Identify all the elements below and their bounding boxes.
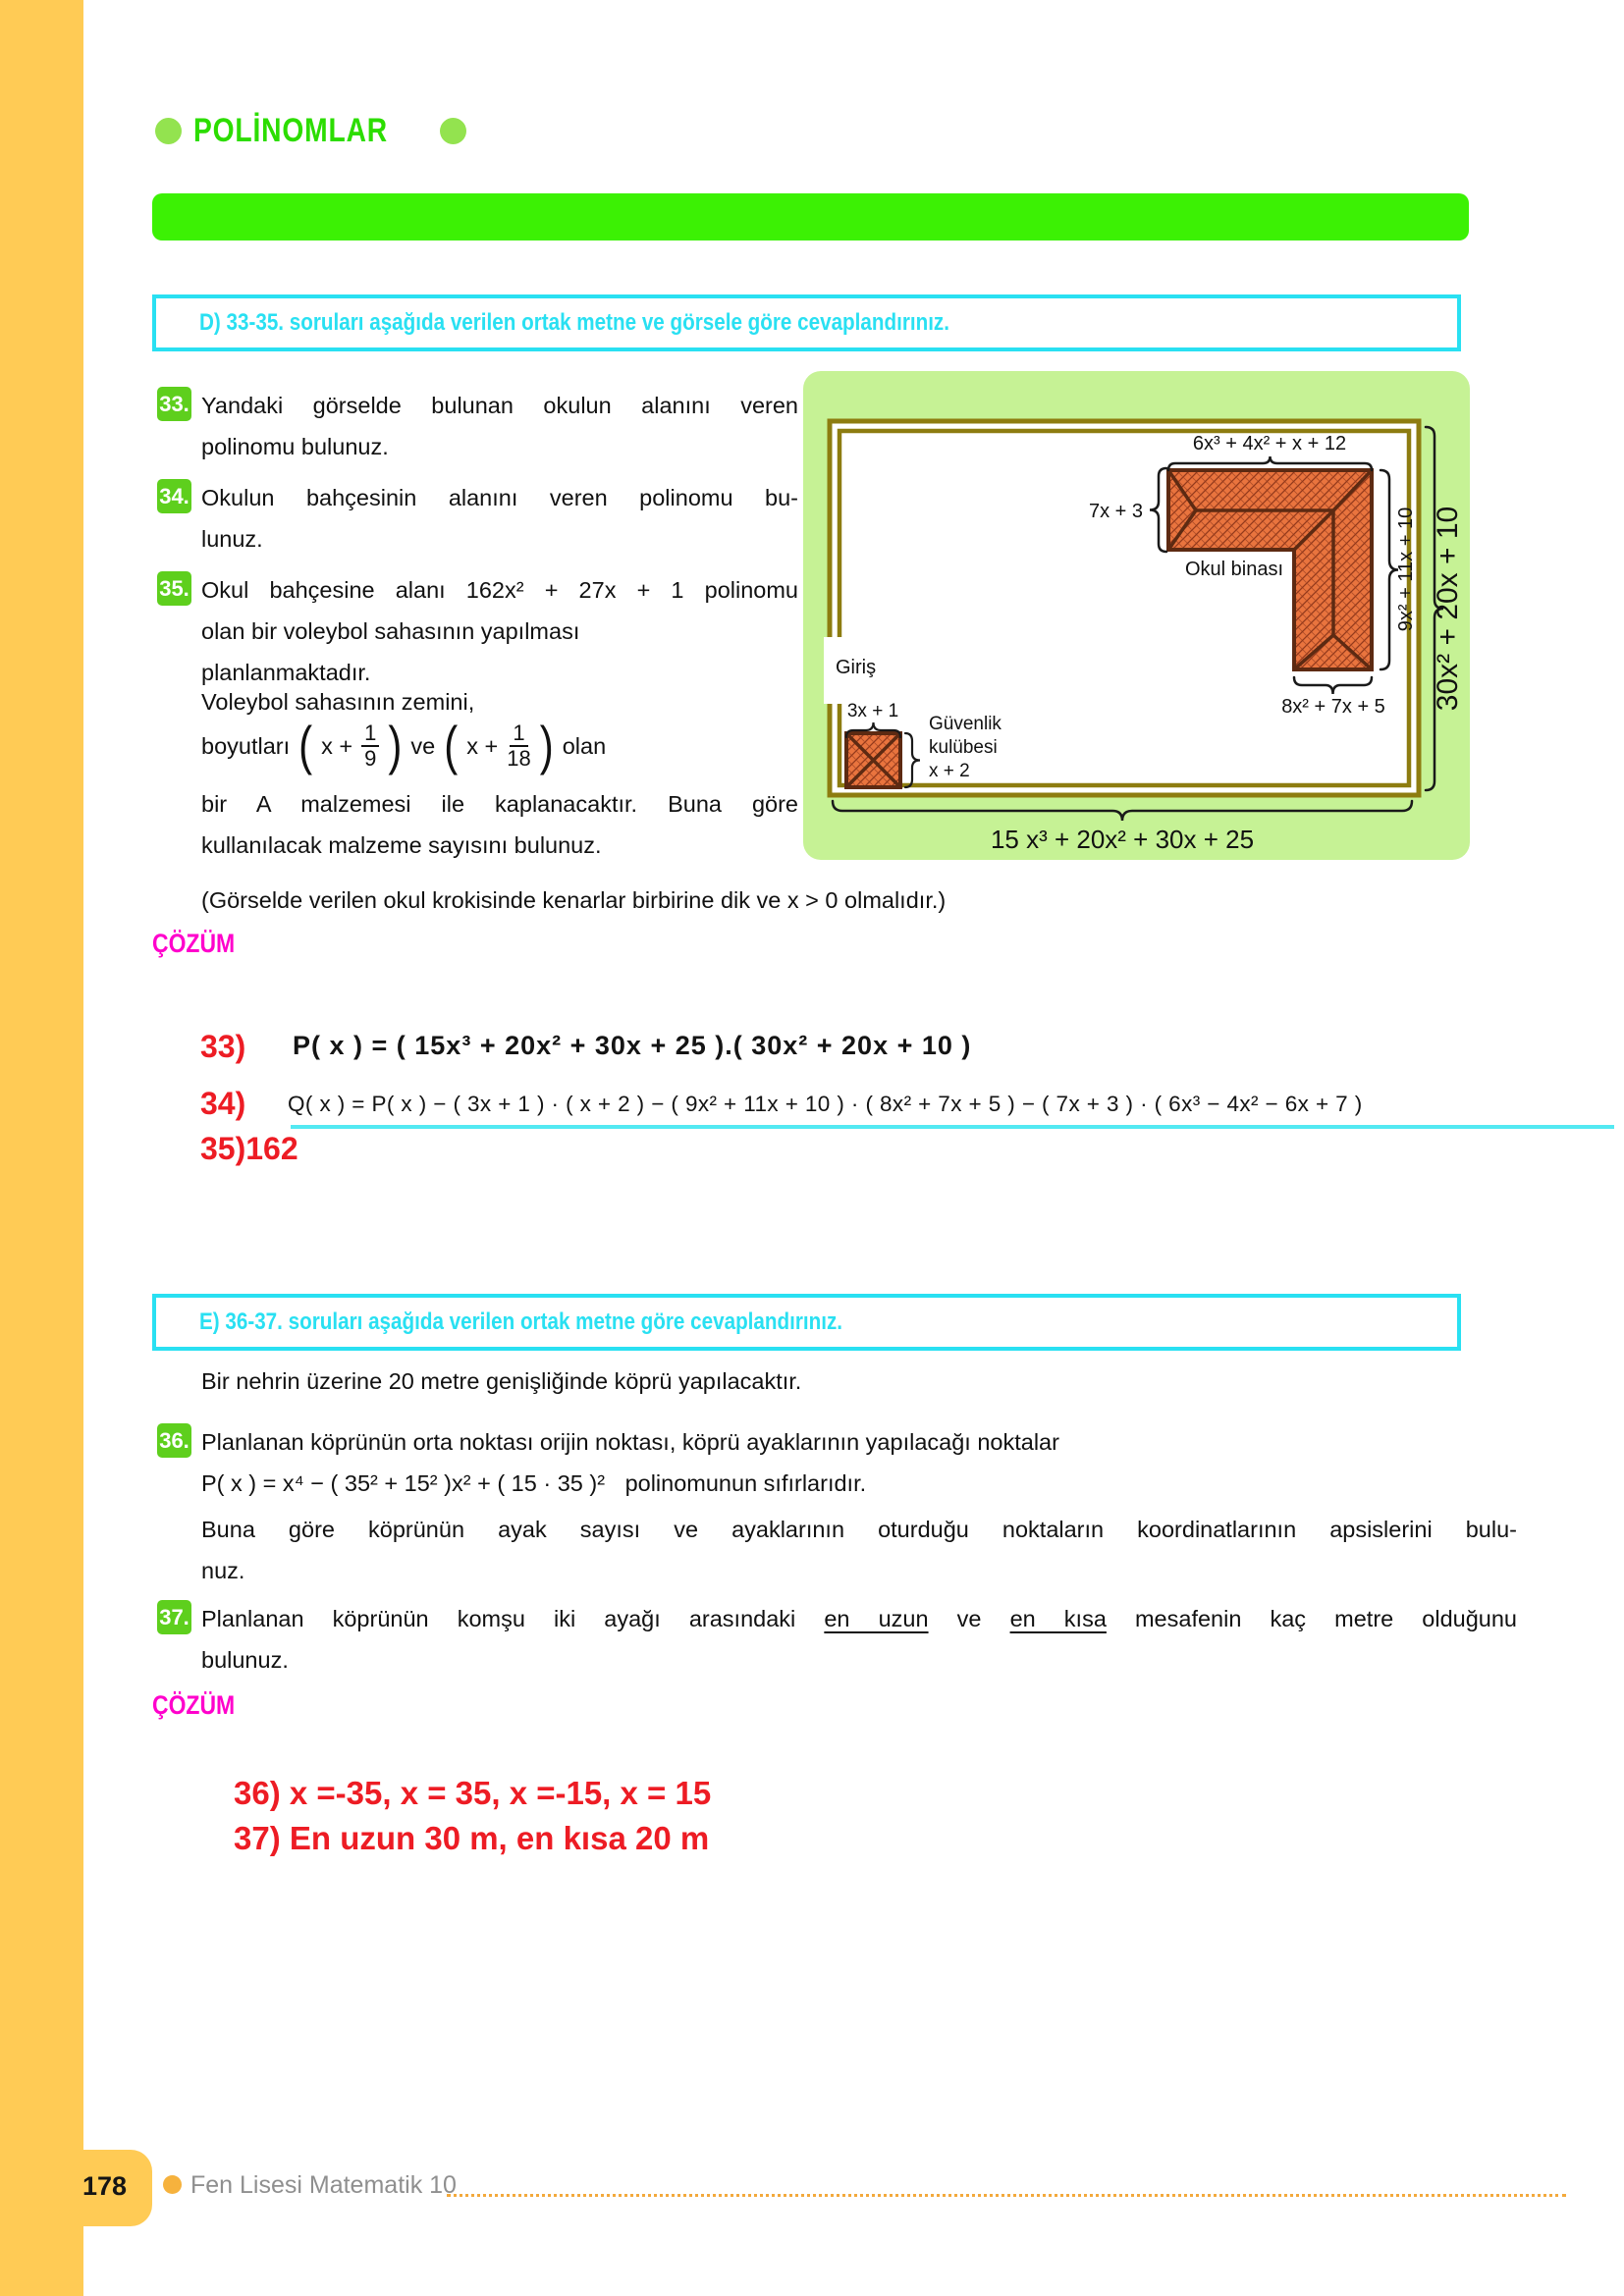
bullet-icon	[440, 118, 466, 144]
fraction-1-9	[361, 721, 379, 771]
entrance-label: Giriş	[836, 657, 877, 678]
question-line: polinomu bulunuz.	[201, 434, 389, 459]
denominator: 9	[364, 746, 377, 771]
solution-34-number: 34)	[200, 1086, 246, 1121]
section-d-label: D) 33-35. soruları aşağıda verilen ortak metne ve görsele göre cevaplandırınız.	[199, 309, 949, 336]
denominator: 18	[507, 746, 531, 771]
question-line: Okul bahçesine alanı 162x² + 27x + 1 polinomu	[201, 577, 798, 603]
question-35-badge: 35.	[157, 571, 191, 606]
formula-tail: polinomunun sıfırlarıdır.	[624, 1470, 867, 1496]
question-37-text	[201, 1598, 1517, 1681]
footer-bullet-icon	[163, 2175, 182, 2194]
building-top-dimension: 6x³ + 4x² + x + 12	[1192, 433, 1347, 454]
answer-37: 37) En uzun 30 m, en kısa 20 m	[234, 1820, 710, 1856]
hut-height-dimension: x + 2	[929, 761, 970, 781]
polynomial-formula: P( x ) = x⁴ − ( 35² + 15² )x² + ( 15 · 35 )²	[201, 1470, 606, 1496]
page-number: 178	[81, 2171, 127, 2201]
question-line: lunuz.	[201, 526, 263, 552]
yard-bottom-dimension: 15 x³ + 20x² + 30x + 25	[990, 825, 1255, 854]
building-label: Okul binası	[1185, 559, 1284, 580]
footer-book-title: Fen Lisesi Matematik 10	[190, 2171, 457, 2199]
fraction-1-18	[507, 721, 530, 771]
chapter-header	[155, 112, 466, 150]
expr-x-plus: x +	[321, 732, 353, 759]
close-paren: )	[539, 715, 554, 775]
hut-label-line1: Güvenlik	[929, 714, 1001, 734]
question-line: Buna göre köprünün ayak sayısı ve ayaklarının oturduğu noktaların koordinatlarının apsislerini bulu-	[201, 1517, 1517, 1542]
question-33-text	[201, 385, 798, 467]
text-part: Planlanan köprünün komşu iki ayağı arasındaki	[201, 1606, 796, 1631]
chapter-title: POLİNOMLAR	[193, 112, 388, 149]
question-line: Okulun bahçesinin alanını veren polinomu bu-	[201, 485, 798, 510]
text-part: mesafenin kaç metre olduğunu	[1134, 1606, 1518, 1631]
question-line: Planlanan köprünün orta noktası orijin noktası, köprü ayaklarının yapılacağı noktalar	[201, 1429, 1059, 1455]
solution-35-answer: 35)162	[200, 1131, 298, 1166]
solution-33-formula: P( x ) = ( 15x³ + 20x² + 30x + 25 ).( 30x² + 20x + 10 )	[293, 1031, 972, 1060]
numerator: 1	[510, 721, 527, 747]
numerator: 1	[361, 721, 379, 747]
question-35-text	[201, 569, 798, 693]
expr-ve: ve	[410, 732, 436, 759]
text-part: ve	[956, 1606, 982, 1631]
question-34-badge: 34.	[157, 479, 191, 513]
solution-heading: ÇÖZÜM	[152, 929, 236, 958]
school-plan-diagram	[803, 371, 1470, 860]
open-paren: (	[298, 715, 313, 775]
underlined-en-uzun: en uzun	[824, 1606, 929, 1631]
question-line: olan bir voleybol sahasının yapılması	[201, 618, 580, 644]
question-line	[201, 1598, 1517, 1639]
expr-x-plus: x +	[466, 732, 499, 759]
footer-dotted-line	[447, 2194, 1566, 2197]
question-line: Voleybol sahasının zemini,	[201, 689, 475, 715]
section-e-instruction-box	[152, 1294, 1461, 1351]
hut-label-line2: kulübesi	[929, 737, 998, 758]
section-e-label: E) 36-37. soruları aşağıda verilen ortak metne göre cevaplandırınız.	[199, 1308, 842, 1335]
section-divider-bar	[152, 193, 1469, 240]
question-34-text	[201, 477, 798, 560]
solution-heading: ÇÖZÜM	[152, 1690, 236, 1720]
underlined-en-kisa: en kısa	[1009, 1606, 1107, 1631]
question-line: nuz.	[201, 1558, 245, 1583]
close-paren: )	[388, 715, 403, 775]
bullet-icon	[155, 118, 182, 144]
solution-33-number: 33)	[200, 1029, 246, 1064]
building-bottom-dimension: 8x² + 7x + 5	[1281, 696, 1385, 718]
note-line: (Görselde verilen okul krokisinde kenarlar birbirine dik ve x > 0 olmalıdır.)	[201, 887, 947, 913]
question-36-text	[201, 1421, 1517, 1591]
expr-tail: olan	[562, 732, 607, 759]
yard-right-dimension: 30x² + 20x + 10	[1432, 506, 1464, 712]
hut-width-dimension: 3x + 1	[846, 701, 899, 721]
section-e-intro: Bir nehrin üzerine 20 metre genişliğinde köprü yapılacaktır.	[201, 1368, 802, 1394]
formula-underline	[291, 1125, 1614, 1129]
brace-yard-bottom	[833, 801, 1412, 821]
question-line: bir A malzemesi ile kaplanacaktır. Buna göre	[201, 791, 798, 817]
dimensions-expression	[201, 713, 606, 779]
building-right-dimension: 9x² + 11x + 10	[1395, 507, 1417, 632]
question-line: Yandaki görselde bulunan okulun alanını veren	[201, 393, 798, 418]
open-paren: (	[444, 715, 459, 775]
section-d-instruction-box	[152, 294, 1461, 351]
expr-lead: boyutları	[201, 732, 291, 759]
solution-34-formula: Q( x ) = P( x ) − ( 3x + 1 ) · ( x + 2 ) − ( 9x² + 11x + 10 ) · ( 8x² + 7x + 5 ) − ( 7x + 3 ) · ( 6x³ − 4x² − 6x + 7 )	[288, 1092, 1363, 1116]
question-33-badge: 33.	[157, 387, 191, 421]
answer-36: 36) x =-35, x = 35, x =-15, x = 15	[234, 1775, 712, 1811]
question-formula-line	[201, 1463, 1517, 1504]
question-37-badge: 37.	[157, 1600, 191, 1634]
question-line: kullanılacak malzeme sayısını bulunuz.	[201, 832, 602, 858]
question-line: bulunuz.	[201, 1647, 289, 1673]
question-35-text-cont2	[201, 783, 798, 866]
building-left-dimension: 7x + 3	[1088, 501, 1143, 522]
question-36-badge: 36.	[157, 1423, 191, 1458]
school-plan-svg	[803, 371, 1470, 860]
sidebar-yellow-strip	[0, 0, 83, 2296]
page-number-tab	[0, 2150, 152, 2226]
question-line: planlanmaktadır.	[201, 660, 371, 685]
